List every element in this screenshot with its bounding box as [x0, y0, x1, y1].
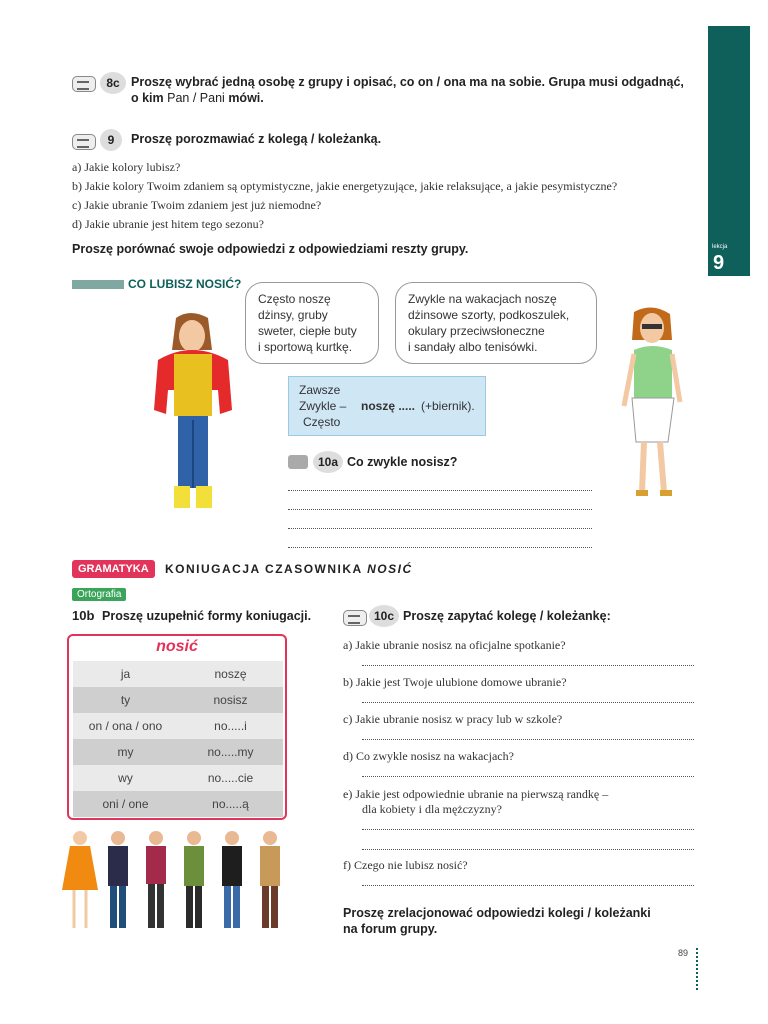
speech-bubble-2: Zwykle na wakacjach noszę dżinsowe szorty, podkoszulek, okulary przeciwsłoneczne i sandały albo tenisówki.: [395, 282, 597, 364]
pattern-box: [288, 376, 486, 436]
exercise-number: 9: [100, 129, 122, 151]
answer-line[interactable]: [362, 664, 694, 666]
question-d: d) Jakie ubranie jest hitem tego sezonu?: [72, 217, 264, 231]
table-row[interactable]: my no.....my: [73, 739, 283, 765]
question-a: a) Jakie kolory lubisz?: [72, 160, 181, 174]
question-e-cont: dla kobiety i dla mężczyzny?: [362, 802, 502, 816]
question-b: b) Jakie kolory Twoim zdaniem są optymistyczne, jakie energetyzujące, jakie relaksujące, a jakie pesymistyczne?: [72, 179, 618, 193]
page-dots: [696, 948, 700, 990]
woman-red-jacket-image: [148, 310, 238, 520]
writing-icon: [288, 455, 308, 469]
exercise-10a-title: Co zwykle nosisz?: [347, 455, 458, 469]
table-row[interactable]: oni / one no.....ą: [73, 791, 283, 817]
question-c: c) Jakie ubranie Twoim zdaniem jest już niemodne?: [72, 198, 322, 212]
speech-icon: [72, 134, 96, 150]
answer-line[interactable]: [288, 546, 592, 548]
answer-line[interactable]: [362, 884, 694, 886]
question-e: e) Jakie jest odpowiednie ubranie na pierwszą randkę –: [343, 787, 609, 801]
orthography-tag: Ortografia: [72, 588, 126, 601]
exercise-8c-line2: o kim Pan / Pani mówi.: [131, 91, 264, 105]
page-number: 89: [678, 948, 689, 958]
table-row: ty nosisz: [73, 687, 283, 713]
exercise-number: 8c: [100, 72, 126, 94]
speech-icon: [343, 610, 367, 626]
pattern-often: Często: [303, 415, 341, 429]
question-f: f) Czego nie lubisz nosić?: [343, 858, 468, 872]
lesson-label: lekcja: [712, 244, 728, 250]
exercise-8c-line1: Proszę wybrać jedną osobę z grupy i opisać, co on / ona ma na sobie. Grupa musi odgadnąć,: [131, 75, 684, 89]
answer-line[interactable]: [362, 738, 694, 740]
speech-bubble-1: Często noszę dżinsy, gruby sweter, ciepłe buty i sportową kurtkę.: [245, 282, 379, 364]
question-a: a) Jakie ubranie nosisz na oficjalne spotkanie?: [343, 638, 566, 652]
lesson-number: 9: [713, 252, 725, 274]
table-row[interactable]: on / ona / ono no.....i: [73, 713, 283, 739]
grammar-tag: GRAMATYKA: [72, 560, 155, 578]
answer-line[interactable]: [288, 508, 592, 510]
compare-instruction: Proszę porównać swoje odpowiedzi z odpowiedziami reszty grupy.: [72, 242, 469, 256]
answer-line[interactable]: [362, 701, 694, 703]
conjugation-table: [67, 634, 287, 820]
report-line2: na forum grupy.: [343, 922, 438, 936]
woman-green-top-image: [618, 306, 688, 506]
pattern-always: Zawsze: [299, 383, 341, 397]
section-bar: [72, 280, 124, 289]
answer-line[interactable]: [362, 775, 694, 777]
exercise-number: 10c: [369, 605, 399, 627]
question-c: c) Jakie ubranie nosisz w pracy lub w szkole?: [343, 712, 563, 726]
answer-line[interactable]: [362, 828, 694, 830]
pattern-case: (+biernik).: [421, 399, 475, 413]
exercise-number: 10a: [313, 451, 343, 473]
section-title: CO LUBISZ NOSIĆ?: [128, 277, 242, 291]
exercise-9-title: Proszę porozmawiać z kolegą / koleżanką.: [131, 132, 382, 146]
report-line1: Proszę zrelacjonować odpowiedzi kolegi / koleżanki: [343, 906, 651, 920]
answer-line[interactable]: [362, 848, 694, 850]
group-of-people-image: [60, 828, 290, 934]
lesson-tab: [708, 26, 750, 276]
table-row: ja noszę: [73, 661, 283, 687]
exercise-number: 10b: [72, 608, 95, 623]
question-b: b) Jakie jest Twoje ulubione domowe ubranie?: [343, 675, 567, 689]
answer-line[interactable]: [288, 527, 592, 529]
exercise-10c-title: Proszę zapytać kolegę / koleżankę:: [403, 609, 611, 623]
pattern-verb: noszę .....: [361, 399, 416, 413]
speech-icon: [72, 76, 96, 92]
grammar-title: KONIUGACJA CZASOWNIKA NOSIĆ: [165, 562, 413, 576]
pattern-usually: Zwykle –: [299, 399, 347, 413]
question-d: d) Co zwykle nosisz na wakacjach?: [343, 749, 514, 763]
table-row[interactable]: wy no.....cie: [73, 765, 283, 791]
answer-line[interactable]: [288, 489, 592, 491]
exercise-10b-title: Proszę uzupełnić formy koniugacji.: [102, 609, 312, 623]
table-header: nosić: [156, 638, 198, 655]
